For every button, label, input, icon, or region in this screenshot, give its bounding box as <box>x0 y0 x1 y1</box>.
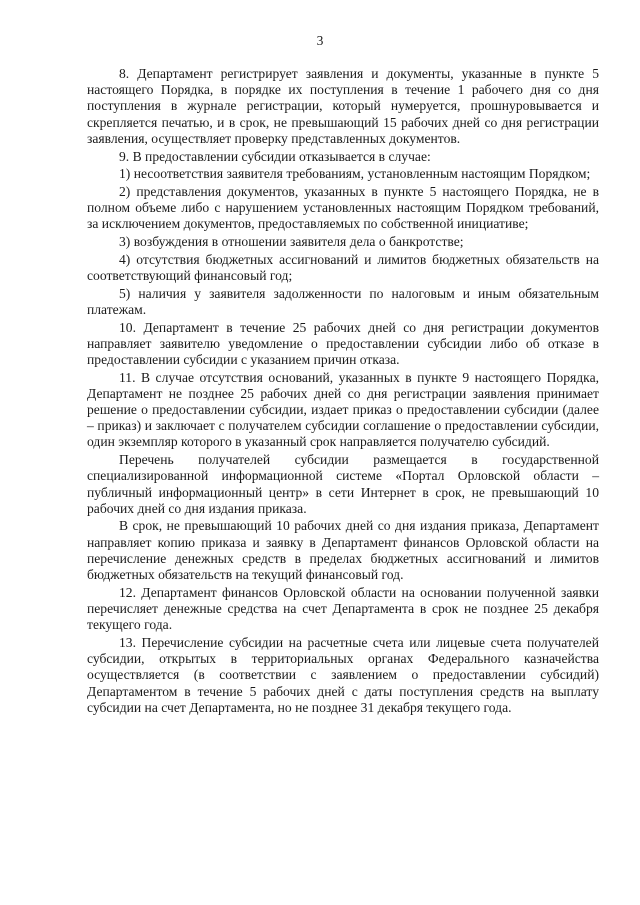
paragraph-11-order-copy: В срок, не превышающий 10 рабочих дней со дня издания приказа, Департамент направляет копию приказа и заявку в Департамент финансов Орловской области на перечисление денежных средств в пределах бюджетных ассигнований и лимитов бюджетных обязательств на текущий финансовый год. <box>87 518 599 583</box>
paragraph-13-subsidy-payment: 13. Перечисление субсидии на расчетные счета или лицевые счета получателей субсидии, открытых в территориальных органах Федерального казначейства осуществляется (в соответствии с заявлением о предоставлении субсидий) Департаментом в течение 5 рабочих дней с даты поступления средств на выплату субсидии на счет Департамента, но не позднее 31 декабря текущего года. <box>87 634 599 715</box>
paragraph-11-decision: 11. В случае отсутствия оснований, указанных в пункте 9 настоящего Порядка, Департамент не позднее 25 рабочих дней со дня регистрации заявления принимает решение о предоставлении субсидии, издает приказ о предоставлении субсидии (далее – приказ) и заключает с получателем субсидии соглашение о предоставлении субсидии, один экземпляр которого в указанный срок направляется получателю субсидий. <box>87 369 599 450</box>
paragraph-9-item-5: 5) наличия у заявителя задолженности по налоговым и иным обязательным платежам. <box>87 285 599 317</box>
page-number: 3 <box>316 33 324 48</box>
paragraph-8-registration: 8. Департамент регистрирует заявления и документы, указанные в пункте 5 настоящего Порядка, в порядке их поступления в течение 1 рабочего дня со дня поступления в журнале регистрации, который нумеруется, прошнуровывается и скрепляется печатью, и в срок, не превышающий 15 рабочих дней со дня регистрации заявления, осуществляет проверку представленных документов. <box>87 66 599 146</box>
paragraph-9-item-1: 1) несоответствия заявителя требованиям, установленным настоящим Порядком; <box>119 166 591 182</box>
paragraph-12-funds-transfer: 12. Департамент финансов Орловской области на основании полученной заявки перечисляет денежные средства на счет Департамента в срок не позднее 25 декабря текущего года. <box>87 584 599 633</box>
paragraph-9-refusal-intro: 9. В предоставлении субсидии отказывается в случае: <box>119 148 431 164</box>
paragraph-9-item-2: 2) представления документов, указанных в пункте 5 настоящего Порядка, не в полном объеме либо с нарушением установленных настоящим Порядком требований, за исключением документов, предоставляемых по собственной инициативе; <box>87 183 599 232</box>
paragraph-9-item-4: 4) отсутствия бюджетных ассигнований и лимитов бюджетных обязательств на соответствующий финансовый год; <box>87 251 599 283</box>
paragraph-11-recipients-list: Перечень получателей субсидии размещается в государственной специализированной информационной системе «Портал Орловской области – публичный информационный центр» в сети Интернет в срок, не превышающий 10 рабочих дней со дня издания приказа. <box>87 452 599 516</box>
paragraph-9-item-3: 3) возбуждения в отношении заявителя дела о банкротстве; <box>119 234 464 250</box>
document-body <box>87 66 599 717</box>
paragraph-10-notification: 10. Департамент в течение 25 рабочих дней со дня регистрации документов направляет заявителю уведомление о предоставлении субсидии либо об отказе в предоставлении субсидии с указанием причин отказа. <box>87 319 599 367</box>
